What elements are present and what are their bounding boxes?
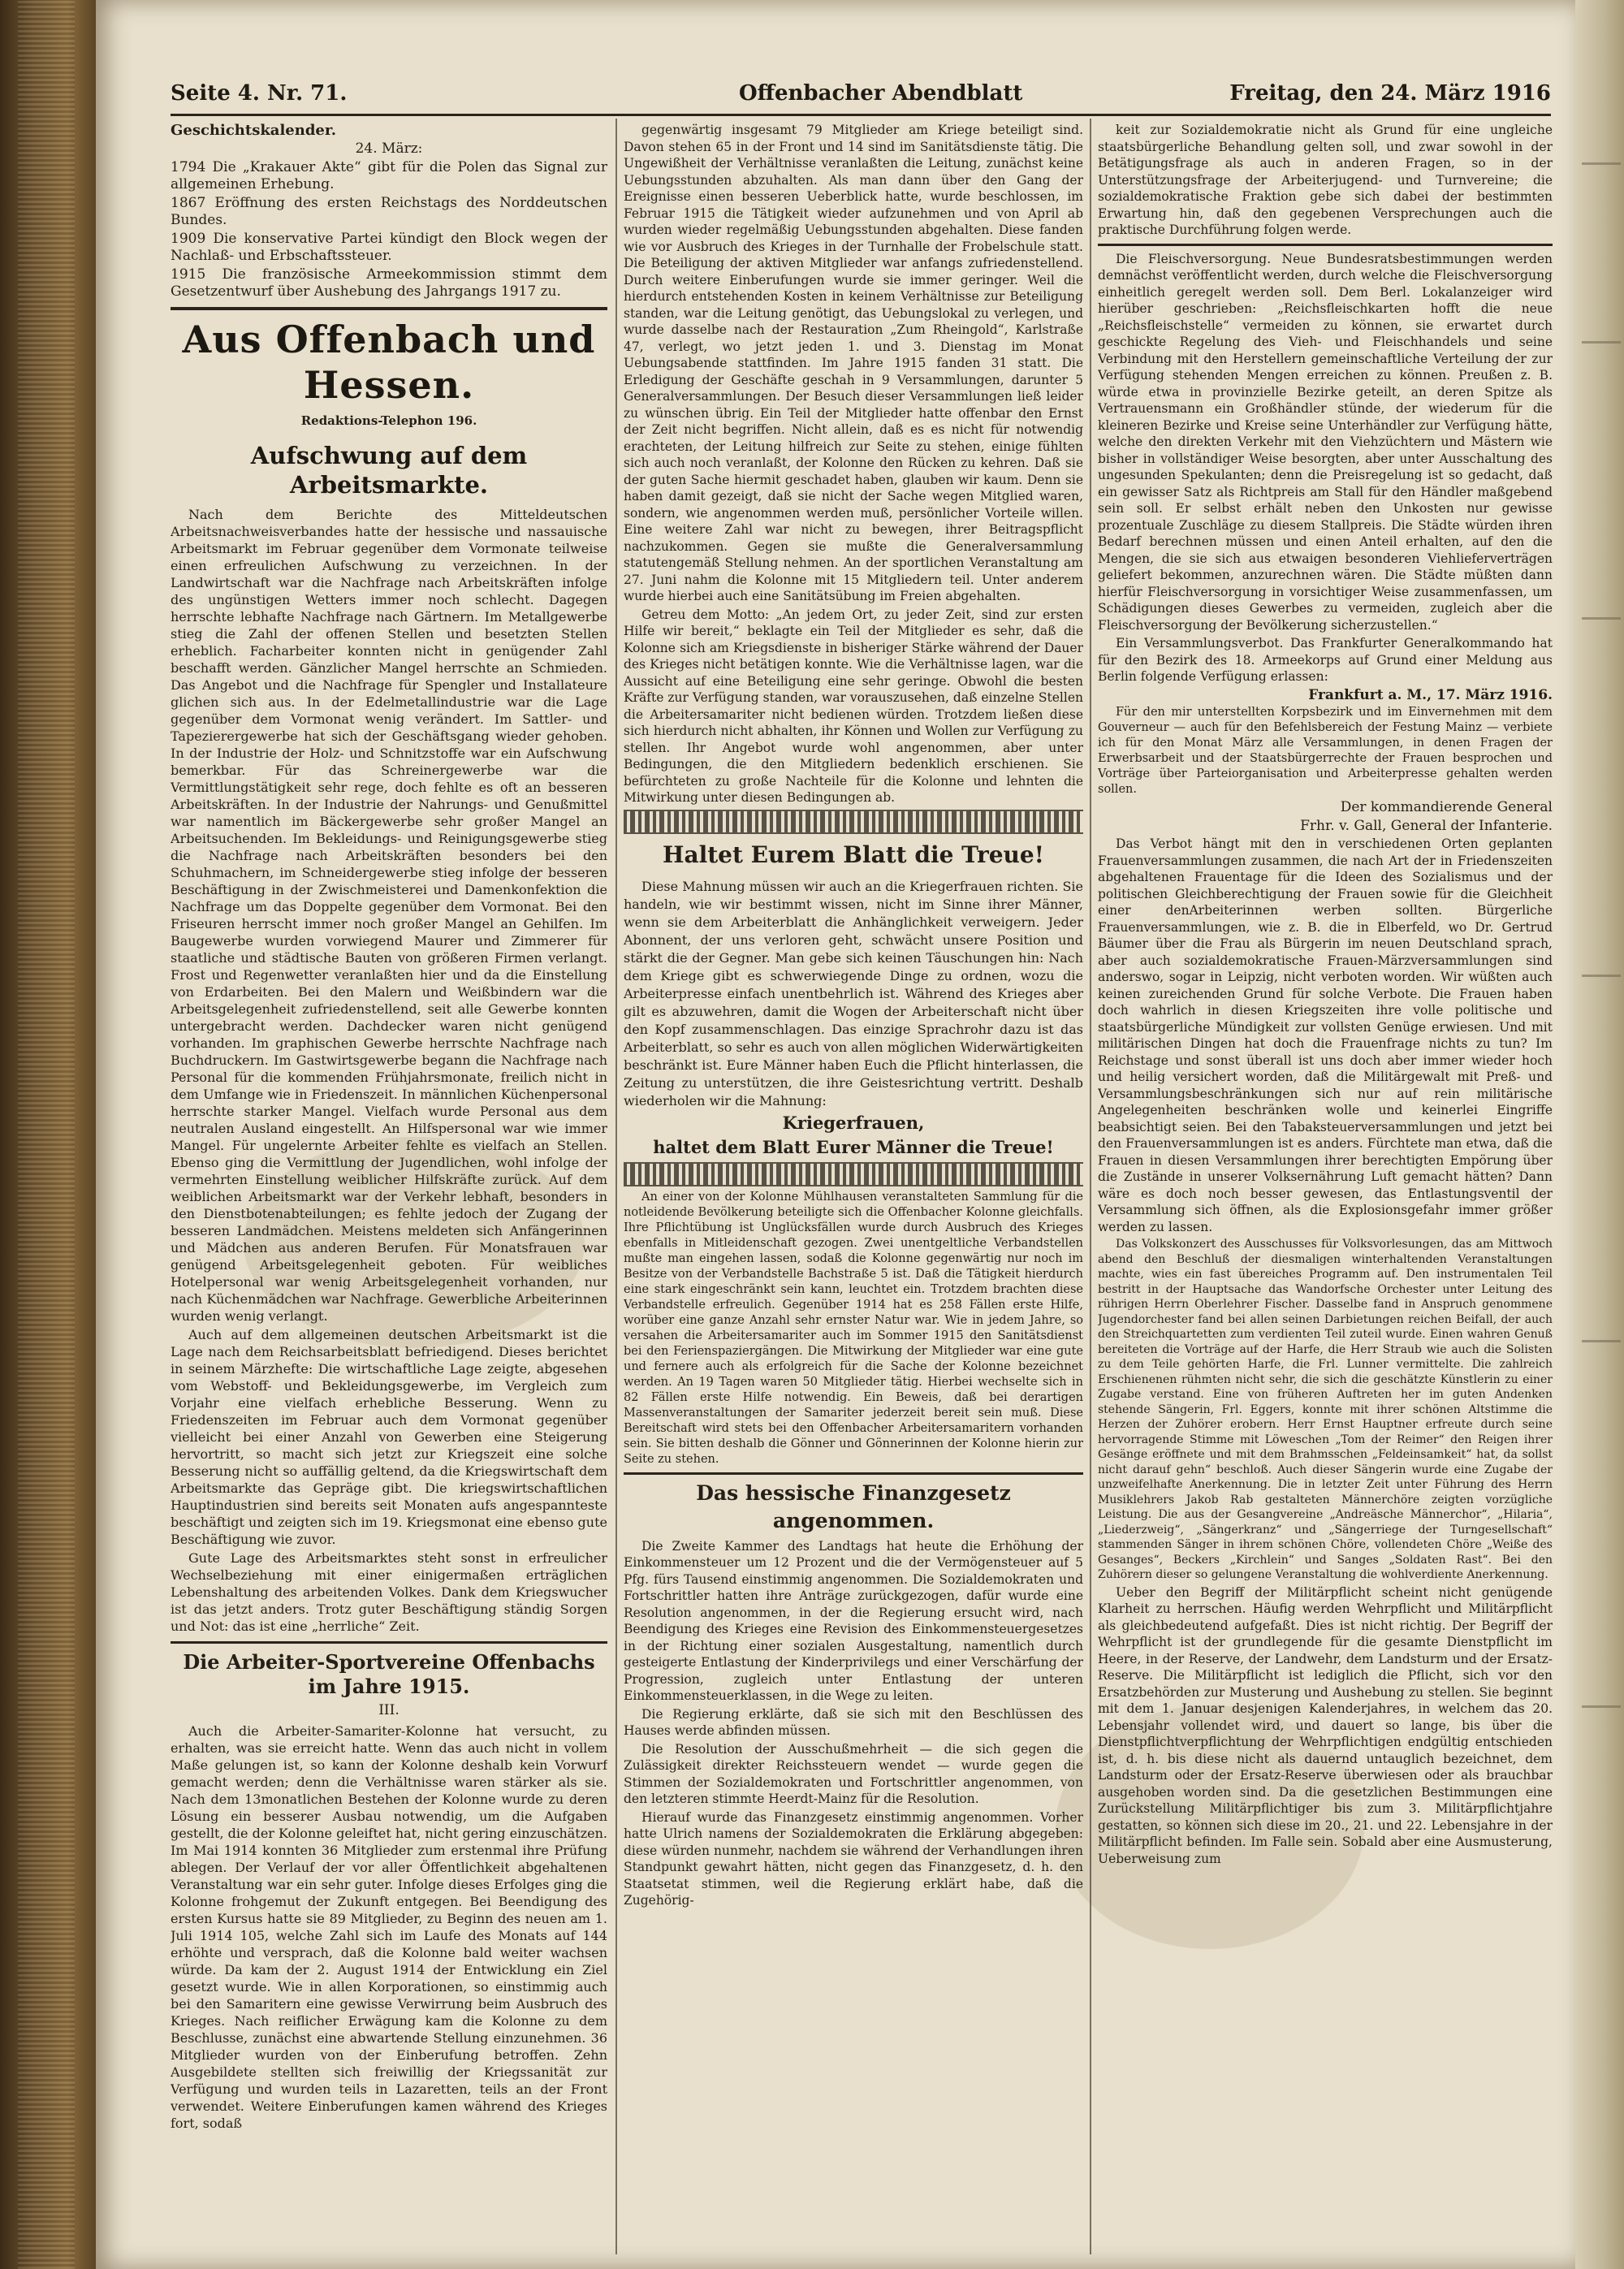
decree-signature: Der kommandierende General: [1340, 799, 1553, 815]
article-rule: [1098, 244, 1553, 246]
article-paragraph: Auch auf dem allgemeinen deutschen Arbeitsmarkt ist die Lage nach dem Reichsarbeitsblatt befriedigend. Dieses berichtet in seinem Märzhefte: Die wirtschaftliche Lage zeigte, abgesehen vom Webstoff- und Bekleidungsgewerbe, im Vergleich zum Vorjahr eine vielfach erhebliche Besserung. Wenn zu Friedenszeiten im Februar auch dem Vormonat gegenüber vielleicht bei einer Anzahl von Gewerben eine Steigerung hervortritt, so macht sich jetzt zur Kriegszeit eine solche Besserung nicht so auffällig geltend, da die Kriegswirtschaft dem Arbeitsmarkte das Gepräge gibt. Die kriegswirtschaftlichen Hauptindustrien sind bereits seit Monaten aufs angespannteste beschäftigt und zeigten sich im 19. Kriegsmonat eine ebenso gute Beschäftigung wie zuvor.: [171, 1327, 607, 1547]
edge-text: [1582, 1340, 1621, 1342]
edge-text: [1582, 1705, 1621, 1708]
binding-cloth: [18, 0, 75, 2269]
article-paragraph: Gute Lage des Arbeitsmarktes steht sonst in erfreulicher Wechselbeziehung mit einer einigermaßen erträglichen Lebenshaltung des arbeitenden Volkes. Dank dem Kriegswucher ist das jetzt anders. Trotz guter Beschäftigung ständig Sorgen und Not: das ist eine „herrliche“ Zeit.: [171, 1550, 607, 1634]
history-calendar: [171, 122, 607, 300]
article-paragraph: Das Verbot hängt mit den in verschiedenen Orten geplanten Frauenversammlungen zusammen, die nach Art der in Friedenszeiten abgehaltenen Frauentage für die Ideen des Sozialismus und der politischen Gleichberechtigung der Frauen sowie für die Gleichheit einer denArbeiterinnen werben sollten. Bürgerliche Frauenversammlungen, wie z. B. die in Elberfeld, wo Dr. Gertrud Bäumer über die Frau als Bürgerin im neuen Deutschland sprach, aber auch sozialdemokratische Frauen-Märzversammlungen sind anderswo, sogar in Leipzig, nicht verboten worden. Wir wüßten auch keinen zureichenden Grund für solche Verbote. Die Frauen haben doch wahrlich in diesen Kriegszeiten ihre volle politische und staatsbürgerliche Mündigkeit zur vollsten Genüge erwiesen. Und mit militärischen Dingen hat doch die Frauenfrage nichts zu tun? Im Reichstage und sonst überall ist uns doch aber immer wieder hoch und heilig versichert worden, daß die Militärgewalt mit Preß- und Versammlungsbeschränkungen sich nur auf rein militärische Angelegenheiten beschränken wolle und keinerlei Eingriffe beabsichtigt seien. Bei den Tabaksteuerversammlungen und jetzt bei den Frauenversammlungen ist es anders. Fürchtete man etwa, daß die Frauen in diesen Versammlungen ihrer berechtigten Empörung über die Zustände in unserer Volksernährung Luft gemacht hätten? Dann wäre es doch noch besser gewesen, das Entlastungsventil der Versammlung sich öffnen, als die Explosionsgefahr immer größer werden zu lassen.: [1098, 836, 1553, 1234]
notice-title: Haltet Eurem Blatt die Treue!: [663, 841, 1044, 868]
calendar-entry: 1909 Die konservative Partei kündigt den Block wegen der Nachlaß- und Erbschaftssteuer.: [171, 231, 607, 264]
article-paragraph: gegenwärtig insgesamt 79 Mitglieder am Kriege beteiligt sind. Davon stehen 65 in der Front und 14 sind im Sanitätsdienste tätig. Die Ungewißheit der Verhältnisse veranlaßten die Leitung, zunächst keine Uebungsstunden abzuhalten. Als man dann über den Gang der Ereignisse einen besseren Ueberblick hatte, wurde beschlossen, im Februar 1915 die Tätigkeit wieder aufzunehmen und von April ab wurden wieder regelmäßig Uebungsstunden abgehalten. Diese fanden wie vor Ausbruch des Krieges in der Turnhalle der Frobelschule statt. Die Beteiligung der aktiven Mitglieder war anfangs zufriedenstellend. Durch weitere Einberufungen wurde sie immer geringer. Weil die hierdurch entstehenden Kosten in keinem Verhältnisse zur Beteiligung standen, war die Leitung genötigt, das Uebungslokal zu verlegen, und wurde dasselbe nach der Restauration „Zum Rheingold“, Karlstraße 47, verlegt, wo jetzt jeden 1. und 3. Dienstag im Monat Uebungsabende stattfinden. Im Jahre 1915 fanden 31 statt. Die Erledigung der Geschäfte geschah in 9 Versammlungen, darunter 5 Generalversammlungen. Der Besuch dieser Versammlungen ließ leider zu wünschen übrig. Ein Teil der Mitglieder hatte offenbar den Ernst der Zeit nicht begriffen. Nicht allein, daß es es nicht für notwendig erachteten, der Leitung hilfreich zur Seite zu stehen, einige fühlten sich auch noch veranlaßt, der Kolonne den Rücken zu kehren. Daß sie der guten Sache hiermit geschadet haben, glauben wir kaum. Denn sie haben damit gezeigt, daß sie nicht der Sache wegen Mitglied waren, sondern, wie angenommen werden muß, persönlicher Vorteile willen. Eine weitere Zahl war nicht zu bewegen, ihrer Beitragspflicht nachzukommen. Gegen sie mußte die Generalversammlung statutengemäß Stellung nehmen. An der sportlichen Veranstaltung am 27. Juni nahm die Kolonne mit 15 Mitgliedern teil. Unter anderem wurde hierbei auch eine Sanitätsübung im Freien abgehalten.: [624, 123, 1083, 603]
article-paragraph: Nach dem Berichte des Mitteldeutschen Arbeitsnachweisverbandes hatte der hessische und nassauische Arbeitsmarkt im Februar gegenüber dem Vormonate teilweise einen erfreulichen Aufschwung zu verzeichnen. In der Landwirtschaft war die Nachfrage nach Arbeitskräften infolge des ungünstigen Wetters immer noch schlecht. Dagegen herrschte lebhafte Nachfrage nach Gärtnern. Im Metallgewerbe stieg die Zahl der offenen Stellen und besetzten Stellen erheblich. Facharbeiter konnten nicht in genügender Zahl beschafft werden. Gänzlicher Mangel herrschte an Schmieden. Das Angebot und die Nachfrage für Spengler und Installateure glichen sich aus. In der Edelmetallindustrie war die Lage gegenüber dem Vormonat wenig verändert. Im Sattler- und Tapezierergewerbe hat sich der Geschäftsgang wieder gehoben. In der Industrie der Holz- und Schnitzstoffe war ein Aufschwung bemerkbar. Für das Schreinergewerbe war die Vermittlungstätigkeit sehr rege, doch fehlte es oft an besseren Arbeitskräften. In der Industrie der Nahrungs- und Genußmittel war namentlich im Bäckergewerbe sehr großer Mangel an Arbeitsuchenden. Im Bekleidungs- und Reinigungsgewerbe stieg die Nachfrage nach Arbeitskräften besonders bei den Schuhmachern, im Schneidergewerbe stieg infolge der besseren Beschäftigung in der Zwischmeisterei und Damenkonfektion die Nachfrage um das Doppelte gegenüber dem Vormonat. Bei den Friseuren herrscht immer noch großer Mangel an Gehilfen. Im Baugewerbe wurden vorwiegend Maurer und Zimmerer für staatliche und städtische Bauten von größeren Firmen verlangt. Frost und Regenwetter veranlaßten hier und da die Einstellung von Erdarbeiten. Bei den Malern und Weißbindern war die Arbeitsgelegenheit zufriedenstellend, seit alle Gewerbe konnten untergebracht werden. Dachdecker waren nicht genügend vorhanden. Im graphischen Gewerbe herrschte Nachfrage nach Buchdruckern. Im Gastwirtsgewerbe begann die Nachfrage nach Personal für die kommenden Frühjahrsmonate, freilich nicht in dem Umfange wie in Friedenszeit. In männlichen Küchenpersonal herrschte starker Mangel. Vielfach wurde Personal aus dem neutralen Ausland eingestellt. An Hilfspersonal war wie immer Mangel. Für ungelernte Arbeiter fehlte es vielfach an Stellen. Ebenso ging die Vermittlung der Jugendlichen, wohl infolge der vermehrten Einstellung weiblicher Hilfskräfte zurück. Auf dem weiblichen Arbeitsmarkt war der Verkehr lebhaft, besonders in den Dienstbotenabteilungen; es fehlte jedoch der Zugang der besseren Landmädchen. Meistens meldeten sich Anfängerinnen und Mädchen aus anderen Berufen. Für Monatsfrauen war genügend Arbeitsgelegenheit geboten. Für weibliches Hotelpersonal war wenig Arbeitsgelegenheit vorhanden, nur nach Küchenmädchen war Nachfrage. Gewerbliche Arbeiterinnen wurden wenig verlangt.: [171, 507, 607, 1324]
article-part: III.: [378, 1702, 400, 1718]
header-date: Freitag, den 24. März 1916: [1229, 81, 1551, 106]
header-page-number: Seite 4. Nr. 71.: [171, 81, 348, 106]
decree-signature: Frhr. v. Gall, General der Infanterie.: [1300, 817, 1553, 834]
article-paragraph: keit zur Sozialdemokratie nicht als Grund für eine ungleiche staatsbürgerliche Behandlung gelten soll, und zwar sowohl in der Betätigungsfrage als auch in anderen Fragen, so in der Unterstützungsfrage der Arbeiterjugend- und Turnvereine; die sozialdemokratische Fraktion gebe sich dabei der bestimmten Erwartung hin, daß den gegebenen Versprechungen auch die praktische Durchführung folgen werde.: [1098, 123, 1553, 237]
column-1: [171, 122, 607, 2266]
edge-text: [1582, 162, 1621, 165]
decree-text: Für den mir unterstellten Korpsbezirk und im Einvernehmen mit dem Gouverneur — auch für den Befehlsbereich der Festung Mainz — verbiete ich für den Monat März alle Versammlungen, in denen Fragen der Erwerbsarbeit und der Staatsbürgerrechte der Frauen besprochen und Vorträge über Parteiorganisation und Arbeiterpresse gehalten werden sollen.: [1098, 706, 1553, 796]
article-paragraph: Die Zweite Kammer des Landtags hat heute die Erhöhung der Einkommensteuer um 12 Prozent und die der Vermögensteuer auf 5 Pfg. fürs Tausend einstimmig angenommen. Die Sozialdemokraten und Fortschrittler hatten ihre Anträge zurückgezogen, dafür wurde eine Resolution angenommen, in der die Regierung ersucht wird, nach Beendigung des Krieges eine Revision des Einkommensteuergesetzes in der Richtung einer sozialen Ausgestaltung, namentlich durch gesteigerte Entlastung der Kinderprivilegs und einer Verschärfung der Progression, zugleich unter Entlastung der unteren Einkommensteuerklassen, in die Wege zu leiten.: [624, 1538, 1083, 1703]
page-header: [171, 78, 1551, 110]
ornament-border: [624, 810, 1083, 834]
notice-call: Kriegerfrauen,: [782, 1112, 925, 1133]
article-paragraph: Ueber den Begriff der Militärpflicht scheint nicht genügende Klarheit zu herrschen. Häufig werden Wehrpflicht und Militärpflicht als gleichbedeutend aufgefaßt. Dies ist nicht richtig. Der Begriff der Wehrpflicht ist der grundlegende für die gesamte Dienstpflicht im Heere, in der Reserve, der Landwehr, dem Landsturm und der Ersatz-Reserve. Die Militärpflicht ist lediglich die Pflicht, sich vor den Ersatzbehörden zur Musterung und Aushebung zu stellen. Sie beginnt mit dem 1. Januar desjenigen Kalenderjahres, in welchem das 20. Lebensjahr vollendet wird, und dauert so lange, bis über die Dienstpflichtverpflichtung der Wehrpflichtigen endgültig entschieden ist, d. h. bis diese nicht als dauernd untauglich bezeichnet, dem Landsturm oder der Ersatz-Reserve überwiesen oder als brauchbar ausgehoben worden sind. Da die gesetzlichen Bestimmungen eine Zurückstellung Militärpflichtiger bis zum 3. Militärpflichtjahre gestatten, so können sich diese im 20., 21. und 22. Lebensjahre in der Militärpflicht befinden. Im Falle sein. Sobald aber eine Ausmusterung, Ueberweisung zum: [1098, 1584, 1553, 1866]
notice-box: [624, 839, 1083, 1159]
calendar-entry: 1915 Die französische Armeekommission stimmt dem Gesetzentwurf über Aushebung des Jahrgangs 1917 zu.: [171, 266, 607, 300]
article-title: Das hessische Finanzgesetz angenommen.: [696, 1480, 1011, 1532]
next-page-edge: [1575, 0, 1624, 2269]
notice-text: Diese Mahnung müssen wir auch an die Kriegerfrauen richten. Sie handeln, wie wir bestimmt wissen, nicht im Sinne ihrer Männer, wenn sie dem Arbeiterblatt die Anhänglichkeit verweigern. Jeder Abonnent, der uns verloren geht, schwächt unsere Position und stärkt die der Gegner. Man gebe sich keinen Täuschungen hin: Nach dem Kriege gibt es schwerwiegende Dinge zu ordnen, wozu die Arbeiterpresse einfach unentbehrlich ist. Während des Krieges aber gilt es abzuwehren, damit die Wogen der Arbeiterschaft nicht über den Kopf zusammenschlagen. Das einzige Sprachrohr dazu ist das Arbeiterblatt, so sehr es auch von allen möglichen Widerwärtigkeiten beschränkt ist. Eure Männer haben Euch die Pflicht hinterlassen, die Zeitung zu unterstützen, die ihre Geistesrichtung vertritt. Deshalb wiederholen wir die Mahnung:: [624, 878, 1083, 1109]
article-paragraph: Getreu dem Motto: „An jedem Ort, zu jeder Zeit, sind zur ersten Hilfe wir bereit,“ beklagte ein Teil der Mitglieder es sehr, daß die Kolonne sich am Kriegsdienste in bisheriger Stärke während der Dauer des Krieges nicht betätigen konnte. Wie die Verhältnisse lagen, war die Aussicht auf eine Beteiligung eine sehr geringe. Obwohl die besten Kräfte zur Verfügung standen, war vorauszusehen, daß einzelne Stellen die Arbeitersamariter nicht bedienen würden. Trotzdem ließen diese sich hierdurch nicht abhalten, ihr Können und Wollen zur Verfügung zu stellen. Ihr Angebot wurde wohl angenommen, aber unter Bedingungen, die den Mitgliedern bedenklich erschienen. Sie befürchteten zu große Nachteile für die Kolonne und lehnten die Mitwirkung unter diesen Bedingungen ab.: [624, 607, 1083, 805]
article-paragraph: Auch die Arbeiter-Samariter-Kolonne hat versucht, zu erhalten, was sie erreicht hatte. Wenn das auch nicht in vollem Maße gelungen ist, so kann der Kolonne deshalb kein Vorwurf gemacht werden; denn die Verhältnisse waren stärker als sie. Nach dem 13monatlichen Bestehen der Kolonne wurde zu deren Lösung ein besserer Ausbau notwendig, um die Aufgaben gestellt, die der Kolonne geleiftet hat, nicht gering einzuschätzen. Im Mai 1914 konnten 36 Mitglieder zum erstenmal ihre Prüfung ablegen. Der Verlauf der vor aller Öffentlichkeit abgehaltenen Veranstaltung war ein sehr guter. Infolge dieses Erfolges ging die Kolonne frohgemut der Zukunft entgegen. Bei Beendigung des ersten Kursus hatte sie 89 Mitglieder, zu Beginn des neuen am 1. Juli 1914 105, welche Zahl sich im Laufe des Monats auf 144 erhöhte und versprach, daß die Kolonne bald weiter wachsen würde. Da kam der 2. August 1914 der Entwicklung ein Ziel gesetzt wurde. Wie in allen Korporationen, so einstimmig auch bei den Samaritern eine gewisse Verwirrung beim Ausbruch des Krieges. Nach reiflicher Erwägung kam die Kolonne zu dem Beschlusse, zunächst eine abwartende Stellung einzunehmen. 36 Mitglieder wurden von der Einberufung betroffen. Zehn Ausgebildete stellten sich freiwillig der Kriegssanität zur Verfügung und wurden teils in Lazaretten, teils an der Front verwendet. Weitere Einberufungen kamen während des Krieges fort, sodaß: [171, 1723, 607, 2131]
calendar-title: Geschichtskalender.: [171, 122, 336, 139]
section-title: Aus Offenbach und Hessen.: [182, 318, 596, 407]
column-divider: [1090, 119, 1091, 2254]
edge-text: [1582, 341, 1621, 344]
article-paragraph: Hierauf wurde das Finanzgesetz einstimmig angenommen. Vorher hatte Ulrich namens der Sozialdemokraten die Erklärung abgegeben: diese würden nunmehr, nachdem sie während der Verhandlungen ihren Standpunkt gewahrt hätten, nicht gegen das Finanzgesetz, d. h. den Staatsetat stimmen, weil die Regierung erklärt habe, daß die Zugehörig-: [624, 1809, 1083, 1908]
editorial-phone: Redaktions-Telephon 196.: [300, 413, 477, 428]
article-paragraph: An einer von der Kolonne Mühlhausen veranstalteten Sammlung für die notleidende Bevölkerung beteiligte sich die Offenbacher Kolonne gleichfalls. Ihre Pflichtübung ist Unglücksfällen wurde durch Ausbruch des Krieges ebenfalls in Mitleidenschaft gezogen. Zwei unentgeltliche Verbandstellen mußte man eingehen lassen, sodaß die Kolonne gegenwärtig nur noch im Besitze von der Verbandstelle Bachstraße 5 ist. Daß die Tätigkeit hierdurch eine stark eingeschränkt sein kann, leuchtet ein. Trotzdem brachten diese Verbandstelle erfreulich. Gegenüber 1914 hat es 258 Fällen erste Hilfe, worüber eine ganze Anzahl sehr ernster Natur war. Wie in jedem Jahre, so versahen die Arbeitersamariter auch im Sommer 1915 den Sanitätsdienst bei den Ferienspaziergängen. Die Mitwirkung der Mitglieder war eine gute und fernere auch als erfolgreich für die Sache der Kolonne bezeichnet werden. An 19 Tagen waren 50 Mitglieder tätig. Hierbei wechselte sich in 82 Fällen erste Hilfe notwendig. Ein Beweis, daß bei derartigen Massenveranstaltungen der Samariter jederzeit bereit sein muß. Diese Bereitschaft wird stets bei den Offenbacher Arbeitersamaritern vorhanden sein. Sie bitten deshalb die Gönner und Gönnerinnen der Kolonne hierin zur Seite zu stehen.: [624, 1190, 1083, 1466]
column-divider: [615, 119, 617, 2254]
book-binding: [0, 0, 96, 2269]
article-paragraph: Ein Versammlungsverbot. Das Frankfurter Generalkommando hat für den Bezirk des 18. Armeekorps auf Grund einer Meldung aus Berlin folgende Verfügung erlassen:: [1098, 636, 1553, 684]
header-masthead: Offenbacher Abendblatt: [739, 81, 1023, 106]
calendar-entry: 1794 Die „Krakauer Akte“ gibt für die Polen das Signal zur allgemeinen Erhebung.: [171, 159, 607, 192]
article-paragraph: Die Regierung erklärte, daß sie sich mit den Beschlüssen des Hauses werde abfinden müssen.: [624, 1706, 1083, 1738]
calendar-entry: 1867 Eröffnung des ersten Reichstags des Norddeutschen Bundes.: [171, 195, 607, 228]
notice-call: haltet dem Blatt Eurer Männer die Treue!: [653, 1136, 1054, 1157]
ornament-border: [624, 1162, 1083, 1186]
column-3: [1098, 122, 1553, 2266]
article-paragraph: Die Fleischversorgung. Neue Bundesratsbestimmungen werden demnächst veröffentlicht werden, durch welche die Fleischversorgung einheitlich geregelt werden soll. Dem Berl. Lokalanzeiger wird hierüber geschrieben: „Reichsfleischkarten hofft die neue „Reichsfleischstelle“ vermeiden zu können, sie erwartet durch geschickte Regelung des Vieh- und Fleischhandels und seine Verbindung mit den Herstellern gemeinschaftliche Verteilung der zur Verfügung stehenden Mengen erreichen zu können. Preußen z. B. würde etwa in provinzielle Bezirke geteilt, an deren Spitze als Vertrauensmann ein Großhändler stünde, der wiederum für die kleineren Bezirke und Kreise seine Unterhändler zur Verfügung hätte, welche den direkten Verkehr mit den Viehzüchtern und Mästern wie bisher in vollständiger Weise besorgten, aber unter Ausschaltung des ungesunden Spekulanten; denn die Preisregelung ist so gedacht, daß ein gewisser Satz als Richtpreis am Stall für den Händler maßgebend sein soll. Er selbst erhält neben den Unkosten nur gewisse prozentuale Zuschläge zu diesem Stallpreis. Die Städte würden ihren Bedarf berechnen müssen und einen Anteil erhalten, auf den die Mengen, die sie sich aus etwaigen besonderen Viehlieferverträgen geliefert bekommen, anzurechnen wären. Die Städte müßten dann hierfür Fleischversorgung in vorsichtiger Weise zusammenfassen, um Schädigungen dieses Gewerbes zu vermeiden, zugleich aber die Fleischversorgung der Bevölkerung sicherzustellen.“: [1098, 251, 1553, 633]
article-paragraph: Die Resolution der Ausschußmehrheit — die sich gegen die Zulässigkeit direkter Reichssteuern wendet — wurde gegen die Stimmen der Sozialdemokraten und Fortschrittler angenommen, von den letzteren stimmte Heerdt-Mainz für die Resolution.: [624, 1741, 1083, 1806]
header-rule: [171, 114, 1551, 116]
decree-place: Frankfurt a. M., 17. März 1916.: [1308, 686, 1553, 703]
section-rule: [171, 307, 607, 310]
column-2: [624, 122, 1083, 2266]
article-paragraph: Das Volkskonzert des Ausschusses für Volksvorlesungen, das am Mittwoch abend den Beschluß der diesmaligen winterhaltenden Veranstaltungen machte, wies ein fast übereiches Programm auf. Den instrumentalen Teil bestritt in der Hauptsache das Wandorfsche Orchester unter Leitung des rührigen Herrn Oberlehrer Fischer. Dasselbe fand in Anspruch genommene Jugendorchester fand bei allen seinen Darbietungen reichen Beifall, der auch den Streichquartetten zum verdienten Teil zuteil wurde. Einen wahren Genuß bereiteten die Vorträge auf der Harfe, die Herr Straub wie auch die Solisten zu dem Teile gehörten Harfe, die Frl. Lunner vermittelte. Die zahlreich Erschienenen rühmten nicht sehr, die sich die geschätzte Künstlerin zu einer Zugabe verstand. Eine von früheren Auftreten her im guten Andenken stehende Sängerin, Frl. Eggers, konnte mit ihrer schönen Altstimme die Herzen der Zuhörer erobern. Herr Ernst Hauptner erfreute durch seine hervorragende Stimme mit Löweschen „Tom der Reimer“ den Reigen ihrer Gesänge eröffnete und mit dem Brahmsschen „Feldeinsamkeit“ hat, da sollst nicht darauf gehn“ beschloß. Auch dieser Sängerin wurde eine Zugabe der unzweifelhafte Anerkennung. Die in letzter Zeit unter Führung des Herrn Musiklehrers Jakob Rab gestalteten Männerchöre zeigten vorzügliche Leistung. Die aus der Gesangvereine „Andreäsche Männerchor“, „Hilaria“, „Liederzweig“, „Sängerkranz“ und „Sängerriege der Turngesellschaft“ stammenden Sänger in ihrem schönen Chöre, vollendeten Chöre „Weiße des Gesanges“, Beckers „Kirchlein“ und Sanges „Soldaten Rast“. Bei den Zuhörern dieser so gelungene Veranstaltung die wohlverdiente Anerkennung.: [1098, 1238, 1553, 1581]
article-title: Aufschwung auf dem Arbeitsmarkte.: [250, 442, 528, 499]
article-title: Die Arbeiter-Sportvereine Offenbachs im Jahre 1915.: [183, 1650, 595, 1698]
article-rule: [171, 1641, 607, 1644]
edge-text: [1582, 617, 1621, 620]
edge-text: [1582, 975, 1621, 977]
article-rule: [624, 1472, 1083, 1475]
calendar-date: 24. März:: [355, 140, 423, 157]
